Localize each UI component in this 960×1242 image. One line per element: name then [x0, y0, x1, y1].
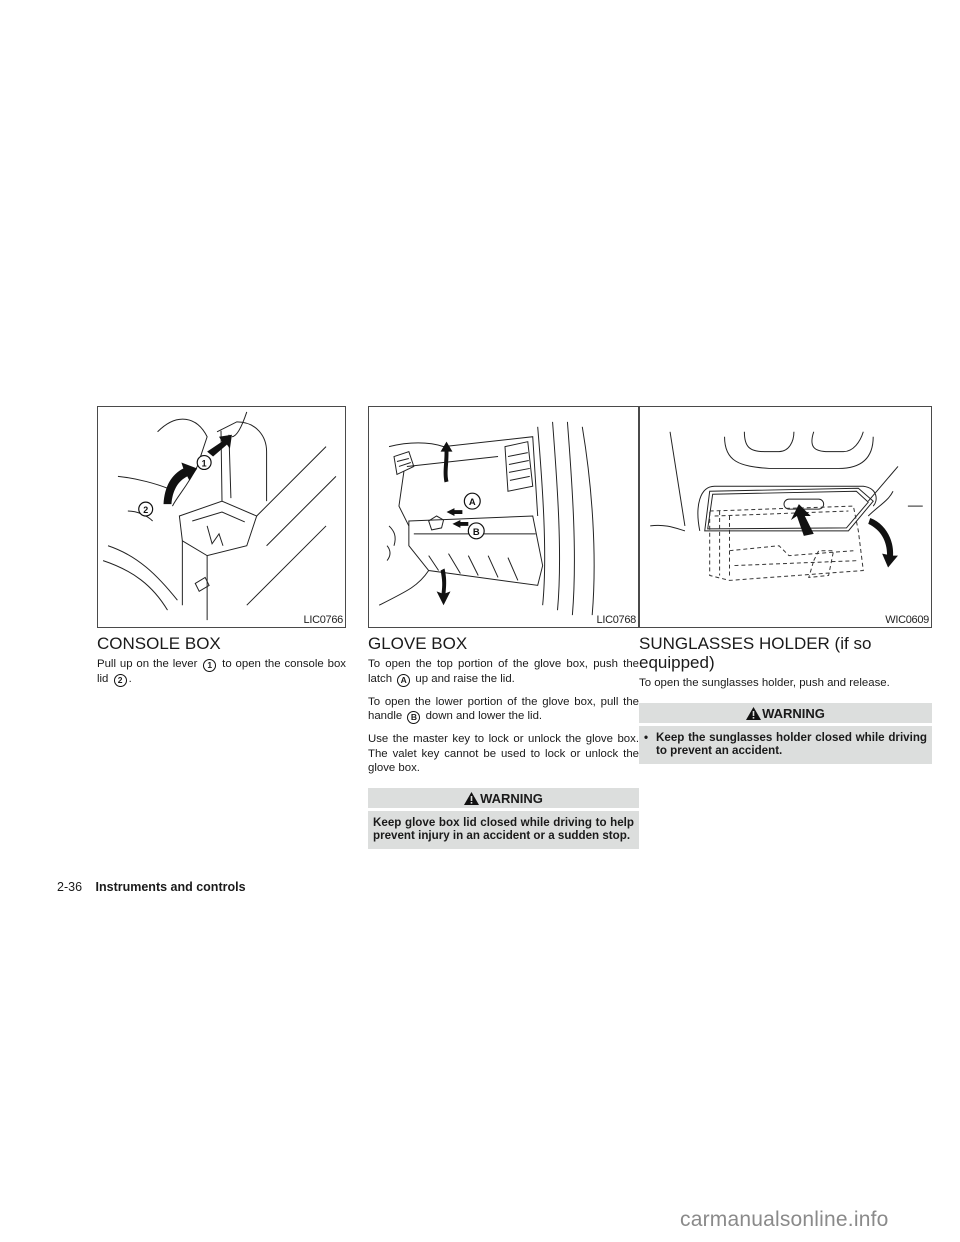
sunglasses-holder-instructions: To open the sunglasses holder, push and release. — [639, 677, 890, 689]
page-number: 2-36 — [57, 880, 83, 894]
svg-text:B: B — [472, 525, 480, 537]
section-title-sunglasses-holder: SUNGLASSES HOLDER (if so equipped) — [639, 634, 872, 672]
svg-text:1: 1 — [201, 458, 207, 469]
warning-heading: WARNING — [639, 703, 932, 723]
watermark: carmanualsonline.info — [680, 1208, 889, 1231]
warning-text: • Keep the sunglasses holder closed while driving to prevent an accident. — [639, 726, 932, 764]
page-footer — [57, 880, 246, 894]
bullet-icon: • — [644, 730, 649, 744]
section-title-console-box: CONSOLE BOX — [97, 634, 221, 653]
glove-box-illustration — [368, 406, 639, 628]
callout-2-icon: 2 — [114, 674, 127, 687]
console-box-illustration — [97, 406, 346, 628]
glove-box-arrows — [369, 407, 638, 627]
console-box-instructions: Pull up on the lever 1 to open the console box lid 2 . — [97, 658, 346, 685]
svg-text:A: A — [468, 496, 476, 508]
section-name: Instruments and controls — [95, 880, 246, 894]
callout-a-icon: A — [397, 674, 410, 687]
warning-text: Keep glove box lid closed while driving to help prevent injury in an accident or a sudden stop. — [368, 811, 639, 849]
column-sunglasses-holder — [639, 406, 932, 764]
warning-triangle-icon — [464, 792, 479, 805]
column-glove-box — [368, 406, 639, 849]
column-console-box — [97, 406, 346, 695]
sunglasses-holder-illustration — [639, 406, 932, 628]
section-title-glove-box: GLOVE BOX — [368, 634, 468, 653]
svg-text:2: 2 — [143, 505, 149, 516]
figure-code: LIC0768 — [596, 614, 636, 626]
warning-heading: WARNING — [368, 788, 639, 808]
callout-b-icon: B — [407, 711, 420, 724]
glove-box-key-note: Use the master key to lock or unlock the glove box. The valet key cannot be used to lock or unlock the glove box. — [368, 733, 639, 774]
glove-box-lower-instructions: To open the lower portion of the glove box, pull the handle B down and lower the lid. — [368, 695, 639, 722]
callout-1-icon: 1 — [203, 659, 216, 672]
sunglasses-holder-arrows — [640, 407, 931, 627]
warning-triangle-icon — [746, 707, 761, 720]
open-arrows — [98, 407, 345, 627]
figure-code: LIC0766 — [303, 614, 343, 626]
glove-box-top-instructions: To open the top portion of the glove box, push the latch A up and raise the lid. — [368, 658, 639, 685]
figure-code: WIC0609 — [885, 614, 929, 626]
